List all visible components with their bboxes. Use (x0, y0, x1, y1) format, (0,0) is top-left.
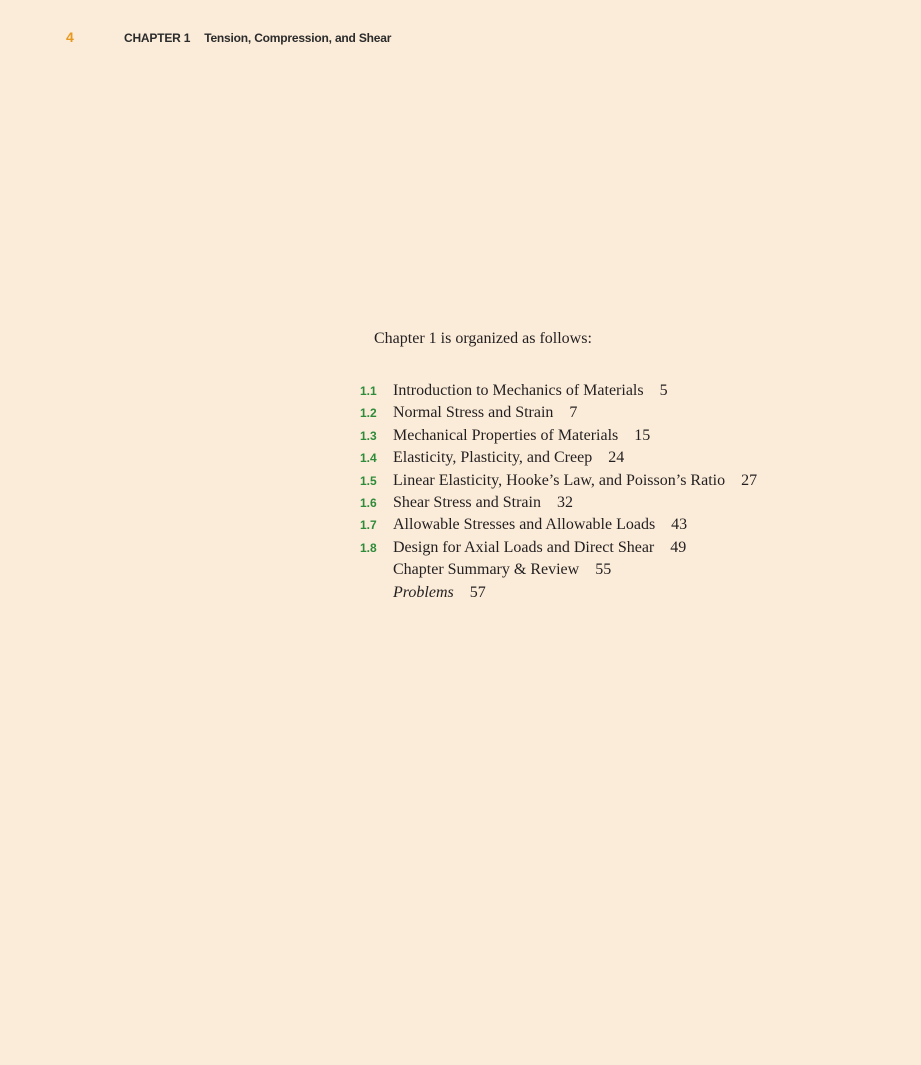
toc-section-title: Chapter Summary & Review (393, 561, 580, 579)
toc-section-title: Allowable Stresses and Allowable Loads (393, 516, 656, 534)
toc-section-number: 1.4 (360, 451, 377, 466)
toc-section-title: Design for Axial Loads and Direct Shear (393, 538, 655, 556)
toc-page-number: 15 (634, 426, 651, 444)
chapter-intro: Chapter 1 is organized as follows: (374, 330, 592, 347)
toc-entry-1-3[interactable] (360, 425, 757, 447)
toc-section-title: Problems (393, 583, 454, 601)
running-head (66, 29, 391, 45)
toc-section-title: Linear Elasticity, Hooke’s Law, and Poisson’s Ratio (393, 471, 726, 489)
chapter-title: Tension, Compression, and Shear (204, 31, 392, 45)
toc-page-number: 5 (659, 382, 668, 399)
toc-page-number: 57 (469, 583, 486, 601)
toc-entry-problems[interactable] (360, 582, 757, 604)
toc-page-number: 43 (671, 516, 688, 534)
toc-entry-1-8[interactable] (360, 537, 757, 559)
table-of-contents (360, 380, 757, 604)
toc-page-number: 32 (556, 493, 573, 511)
toc-section-title: Introduction to Mechanics of Materials (393, 382, 644, 399)
toc-entry-1-4[interactable] (360, 447, 757, 469)
toc-section-title: Shear Stress and Strain (393, 493, 541, 511)
toc-page-number: 24 (608, 449, 625, 467)
toc-page-number: 27 (741, 471, 758, 489)
toc-entry-1-5[interactable] (360, 470, 757, 492)
page-number: 4 (66, 29, 74, 45)
toc-section-title: Normal Stress and Strain (393, 404, 554, 422)
toc-section-title: Elasticity, Plasticity, and Creep (393, 449, 593, 467)
toc-page-number: 7 (569, 404, 578, 422)
toc-section-number: 1.2 (360, 406, 377, 421)
toc-entry-1-1[interactable] (360, 380, 757, 402)
toc-section-number: 1.5 (360, 473, 377, 488)
toc-entry-1-7[interactable] (360, 514, 757, 536)
chapter-label: CHAPTER 1 (124, 31, 191, 45)
toc-section-number: 1.7 (360, 518, 377, 533)
toc-page-number: 49 (670, 538, 687, 556)
toc-section-title: Mechanical Properties of Materials (393, 426, 619, 444)
toc-entry-1-6[interactable] (360, 492, 757, 514)
toc-section-number: 1.6 (360, 495, 377, 510)
toc-entry-summary[interactable] (360, 559, 757, 581)
toc-section-number: 1.1 (360, 384, 377, 398)
toc-page-number: 55 (595, 561, 612, 579)
toc-section-number: 1.8 (360, 540, 377, 555)
toc-section-number: 1.3 (360, 428, 377, 443)
toc-entry-1-2[interactable] (360, 402, 757, 424)
